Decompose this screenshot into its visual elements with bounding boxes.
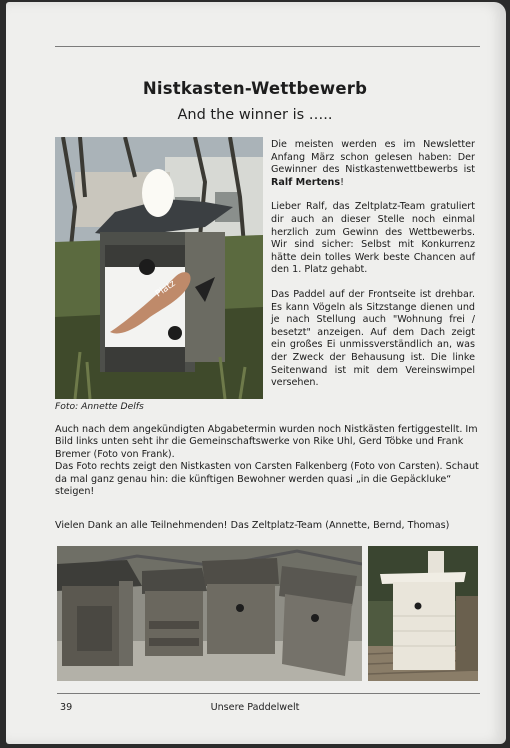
page-number: 39 bbox=[60, 702, 73, 713]
intro-text: Die meisten werden es im Newsletter Anfang März schon gelesen haben: Der Gewinner des Nistkastenwettbewerbs ist bbox=[271, 139, 475, 176]
magazine-name: Unsere Paddelwelt bbox=[210, 702, 300, 713]
congrats-paragraph: Lieber Ralf, das Zeltplatz-Team gratuliert dir auch an dieser Stelle noch einmal herzlich zum Gewinn des Wettbewerbs. Wir sind sicher: Selbst mit Konkurrenz hätte dein tolles Werk beste Chancen auf den 1. Platz gehabt. bbox=[271, 201, 475, 276]
article-title: Nistkasten-Wettbewerb bbox=[142, 79, 368, 98]
winner-birdhouse-photo bbox=[55, 137, 263, 399]
article-subtitle: And the winner is ….. bbox=[177, 107, 333, 123]
right-column-text bbox=[271, 139, 475, 402]
winner-name: Ralf Mertens bbox=[271, 176, 341, 188]
footer-rule bbox=[57, 693, 480, 694]
group-birdhouses-photo bbox=[57, 546, 362, 681]
late-entries-text: Auch nach dem angekündigten Abgabetermin wurden noch Nistkästen fertiggestellt. Im Bild links unten seht ihr die Gemeinschaftswerke von Rike Uhl, Gerd Töbke und Frank Bremer (Foto von Frank). bbox=[55, 424, 478, 460]
paddle-label: Platz bbox=[153, 278, 178, 300]
top-rule bbox=[55, 46, 480, 47]
photo-right-text: Das Foto rechts zeigt den Nistkasten von Carsten Falkenberg (Foto von Carsten). Schaut da mal ganz genau hin: die künftigen Bewohner werden quasi „in die Gepäckluke“ steigen! bbox=[55, 461, 479, 498]
late-entries-paragraph bbox=[55, 424, 480, 498]
carsten-birdhouse-photo bbox=[368, 546, 478, 681]
intro-end: ! bbox=[340, 176, 344, 188]
paddle-paragraph: Das Paddel auf der Frontseite ist drehbar. Es kann Vögeln als Sitzstange dienen und je nach Stellung auch "Wohnung frei / besetzt" anzeigen. Auf dem Dach zeigt ein großes Ei unmissverständlich an, was der Zweck der Behausung ist. Die linke Seitenwand ist mit dem Vereinswimpel versehen. bbox=[271, 288, 475, 389]
photo-caption: Foto: Annette Delfs bbox=[55, 401, 144, 412]
thanks-line: Vielen Dank an alle Teilnehmenden! Das Zeltplatz-Team (Annette, Bernd, Thomas) bbox=[55, 520, 450, 531]
intro-paragraph bbox=[271, 139, 475, 189]
